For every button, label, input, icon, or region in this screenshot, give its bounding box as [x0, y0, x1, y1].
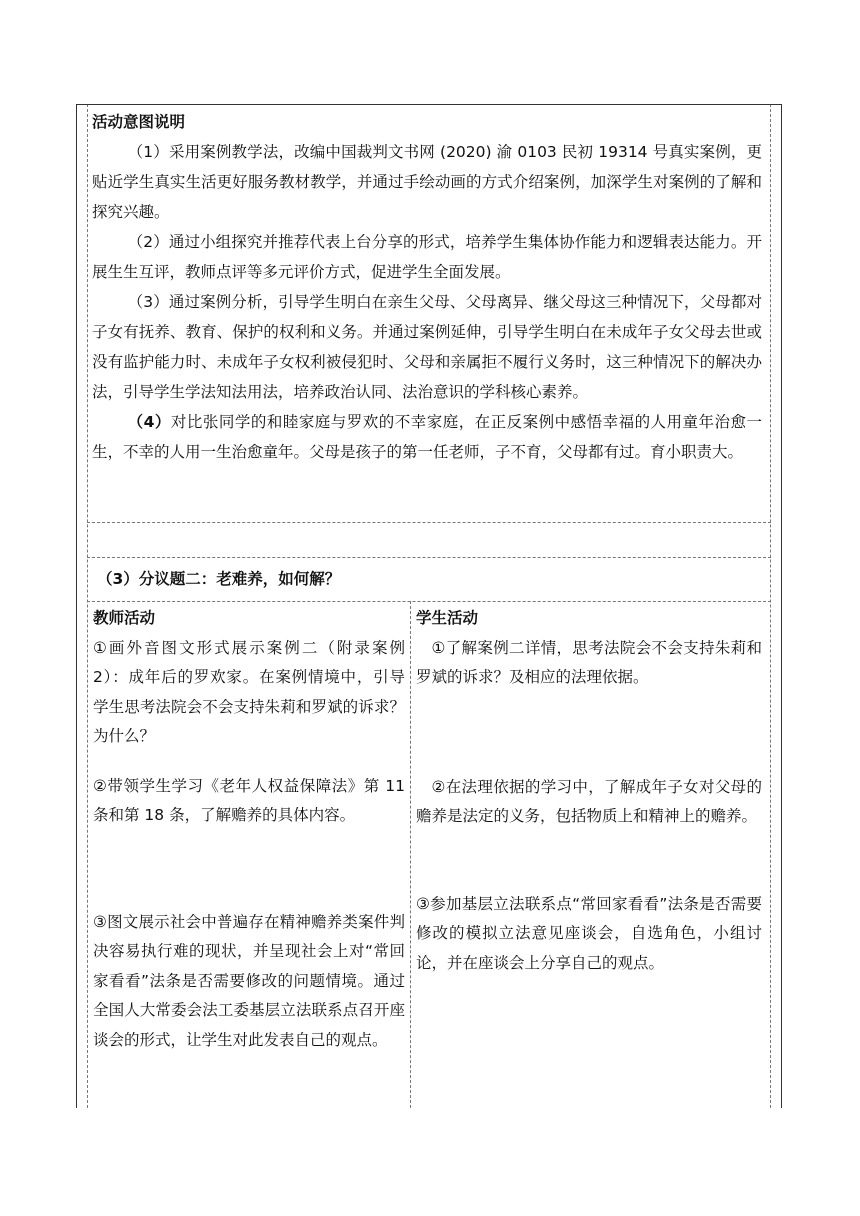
paragraph-number: （1）	[127, 143, 169, 161]
teacher-heading: 教师活动	[93, 609, 156, 627]
paragraph-text: 采用案例教学法，改编中国裁判文书网 (2020) 渝 0103 民初 19314 号真实案例，更贴近学生真实生活更好服务教材教学，并通过手绘动画的方式介绍案例，加深学生对案例的了解和探究兴趣。	[92, 143, 762, 221]
top-border	[77, 104, 781, 105]
student-column	[416, 604, 762, 978]
paragraph-number: （4）	[127, 413, 171, 431]
row-divider	[87, 557, 771, 558]
intent-section	[92, 107, 762, 467]
teacher-activity-item: ①画外音图文形式展示案例二（附录案例 2）：成年后的罗欢家。在案例情境中，引导学生思考法院会不会支持朱莉和罗斌的诉求？为什么？	[93, 638, 405, 745]
student-activity-item: ②在法理依据的学习中，了解成年子女对父母的赡养是法定的义务，包括物质上和精神上的赡养。	[416, 777, 762, 825]
intent-paragraph	[92, 137, 762, 227]
paragraph-number: （2）	[127, 233, 169, 251]
intent-heading: 活动意图说明	[92, 113, 186, 131]
teacher-activity-item: ③图文展示社会中普遍存在精神赡养类案件判决容易执行难的现状，并呈现社会上对“常回家看看”法条是否需要修改的问题情境。通过全国人大常委会法工委基层立法联系点召开座谈会的形式，让学生对此发表自己的观点。	[93, 912, 405, 1049]
teacher-column	[93, 604, 405, 1055]
intent-paragraph	[92, 227, 762, 287]
paragraph-text: 通过小组探究并推荐代表上台分享的形式，培养学生集体协作能力和逻辑表达能力。开展生生互评，教师点评等多元评价方式，促进学生全面发展。	[92, 233, 762, 281]
teacher-activity-item: ②带领学生学习《老年人权益保障法》第 11 条和第 18 条，了解赡养的具体内容。	[93, 776, 405, 824]
table-frame	[76, 104, 782, 1108]
intent-paragraph	[92, 407, 762, 467]
topic-title: （3）分议题二：老难养，如何解？	[97, 570, 341, 588]
column-divider	[410, 601, 411, 1108]
row-divider	[87, 601, 771, 602]
paragraph-number: （3）	[127, 293, 169, 311]
paragraph-text: 通过案例分析，引导学生明白在亲生父母、父母离异、继父母这三种情况下，父母都对子女有抚养、教育、保护的权利和义务。并通过案例延伸，引导学生明白在未成年子女父母去世或没有监护能力时、未成年子女权利被侵犯时、父母和亲属拒不履行义务时，这三种情况下的解决办法，引导学生学法知法用法，培养政治认同、法治意识的学科核心素养。	[92, 293, 762, 401]
student-activity-item: ①了解案例二详情，思考法院会不会支持朱莉和罗斌的诉求？及相应的法理依据。	[416, 638, 762, 686]
inner-border-right	[770, 104, 771, 1108]
student-heading: 学生活动	[416, 609, 479, 627]
row-divider	[87, 522, 771, 523]
student-activity-item: ③参加基层立法联系点“常回家看看”法条是否需要修改的模拟立法意见座谈会，自选角色，小组讨论，并在座谈会上分享自己的观点。	[416, 894, 762, 972]
intent-paragraph	[92, 287, 762, 407]
paragraph-text: 对比张同学的和睦家庭与罗欢的不幸家庭，在正反案例中感悟幸福的人用童年治愈一生，不幸的人用一生治愈童年。父母是孩子的第一任老师，子不育，父母都有过。育小职责大。	[92, 413, 762, 461]
inner-border-left	[87, 104, 88, 1108]
